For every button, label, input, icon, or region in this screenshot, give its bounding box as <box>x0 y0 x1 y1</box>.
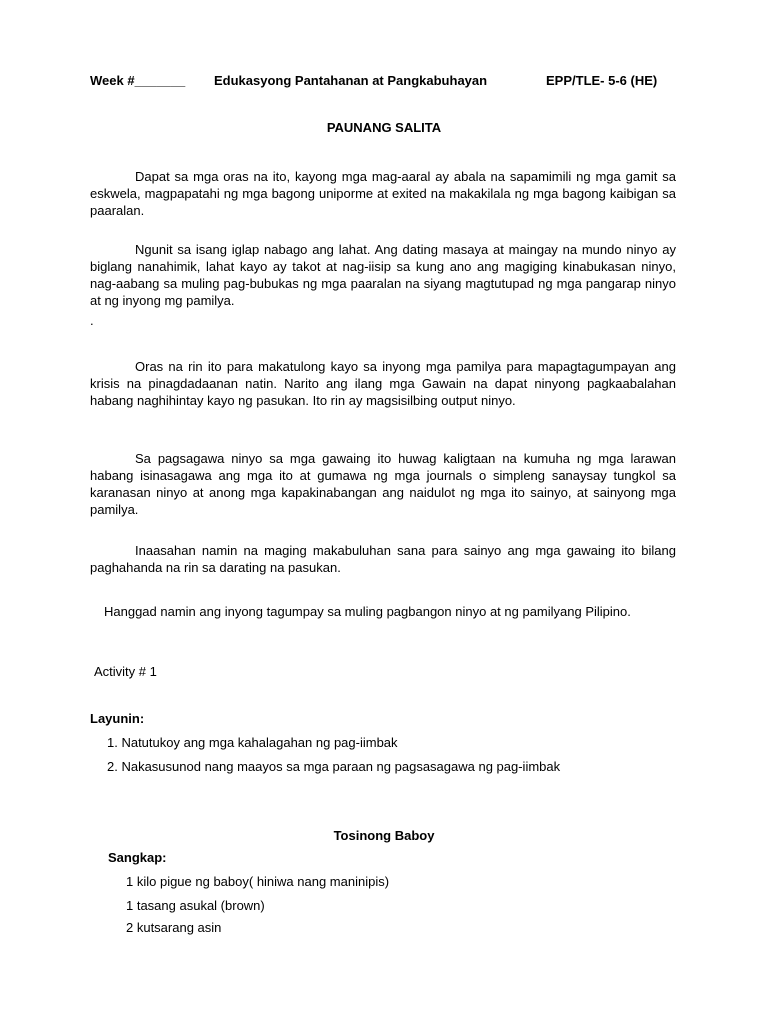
paragraph-5: Inaasahan namin na maging makabuluhan sana para sainyo ang mga gawaing ito bilang paghahanda na rin sa darating na pasukan. <box>90 543 676 575</box>
paragraph-2: Ngunit sa isang iglap nabago ang lahat. Ang dating masaya at maingay na mundo ninyo ay biglang nanahimik, lahat kayo ay takot at nag-iisip sa kung ano ang magiging kinabukasan ninyo, nag-aabang sa muling pag-bubukas ng mga paaralan na siyang magtutupad ng mga pangarap ninyo at ng inyong mg pamilya. <box>90 242 676 308</box>
week-label: Week #_______ <box>90 73 186 88</box>
recipe-title: Tosinong Baboy <box>333 828 435 843</box>
page-title: PAUNANG SALITA <box>326 120 442 135</box>
paragraph-3: Oras na rin ito para makatulong kayo sa inyong mga pamilya para mapagtagumpayan ang krisis na pinagdadaanan natin. Narito ang ilang mga Gawain na dapat ninyong pagkaabalahan habang naghihintay kayo ng pasukan. Ito rin ay magsisilbing output ninyo. <box>90 359 676 408</box>
subject-code: EPP/TLE- 5-6 (HE) <box>546 73 658 88</box>
subject-title: Edukasyong Pantahanan at Pangkabuhayan <box>214 73 488 88</box>
paragraph-6: Hanggad namin ang inyong tagumpay sa muling pagbangon ninyo at ng pamilyang Pilipino. <box>104 604 631 619</box>
layunin-label: Layunin: <box>90 711 145 726</box>
layunin-item: 2. Nakasusunod nang maayos sa mga paraan ng pagsasagawa ng pag-iimbak <box>107 759 561 774</box>
paragraph-dot: . <box>90 313 94 328</box>
paragraph-1: Dapat sa mga oras na ito, kayong mga mag-aaral ay abala na sapamimili ng mga gamit sa eskwela, magpapatahi ng mga bagong uniporme at exited na makakilala ng mga bagong kaibigan sa paaralan. <box>90 169 676 218</box>
ingredient-item: 1 tasang asukal (brown) <box>126 898 265 913</box>
paragraph-4: Sa pagsagawa ninyo sa mga gawaing ito huwag kaligtaan na kumuha ng mga larawan habang isinasagawa ang mga ito at gumawa ng mga journals o simpleng sanaysay tungkol sa karanasan ninyo at anong mga kapakinabangan ang naidulot ng mga ito sainyo, at sainyong mga pamilya. <box>90 451 676 517</box>
sangkap-label: Sangkap: <box>108 850 167 865</box>
layunin-item: 1. Natutukoy ang mga kahalagahan ng pag-iimbak <box>107 735 398 750</box>
activity-label: Activity # 1 <box>94 664 157 679</box>
ingredient-item: 1 kilo pigue ng baboy( hiniwa nang maninipis) <box>126 874 390 889</box>
ingredient-item: 2 kutsarang asin <box>126 920 222 935</box>
